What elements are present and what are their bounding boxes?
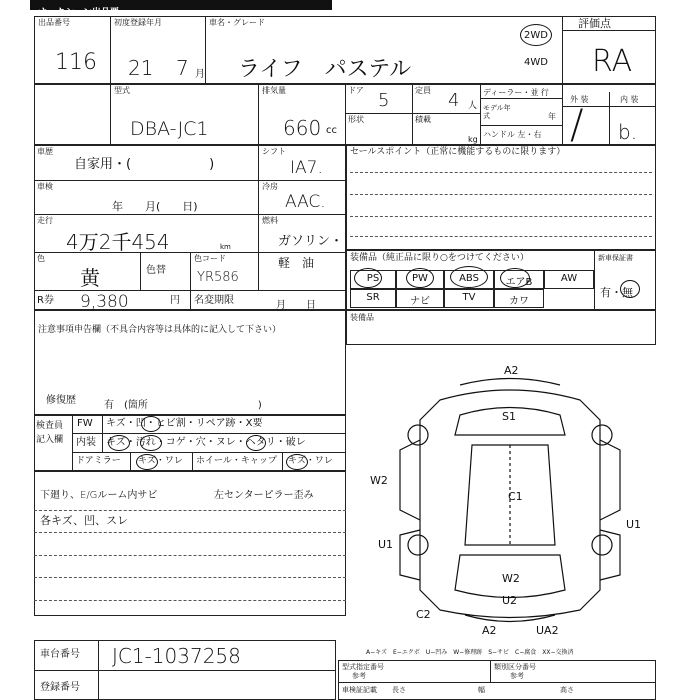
- mileage-label: 走行: [37, 216, 53, 225]
- note-line-2: 各キズ、凹、スレ: [40, 514, 129, 527]
- load-unit: kg: [468, 135, 478, 144]
- equip-item-pw: PW: [396, 270, 444, 289]
- model-year-label: モデル年式: [483, 104, 511, 120]
- mark-a2-rear: A2: [482, 624, 497, 637]
- equip-item-airbag: エアB: [494, 270, 544, 289]
- header-title: オークション出品票: [38, 8, 119, 18]
- legend: A−キズ E−エクボ U−凹み W−修理跡 S−サビ C−腐食 XX−交換済: [366, 649, 574, 656]
- fuel-extra: 軽 油: [278, 256, 315, 270]
- mark-w2-rear: W2: [502, 572, 520, 585]
- color-value: 黄: [80, 266, 100, 290]
- shape-label: 形状: [348, 115, 364, 124]
- score-label: 評価点: [578, 17, 611, 30]
- inspector-row1-body: キズ・凹・ヒビ割・リペア跡・X要: [106, 418, 263, 429]
- usage-value: 自家用・( ): [74, 157, 215, 172]
- equip-item-abs: ABS: [444, 270, 494, 289]
- ref-label-1: 参考: [352, 672, 366, 680]
- model-code-label: 型式指定番号: [342, 663, 384, 671]
- inspector-row3-d: キズ・ワレ: [288, 456, 333, 466]
- circle-mirror-scratch: [136, 454, 158, 470]
- cap-unit: 人: [468, 101, 478, 111]
- shift-value: IA7.: [290, 158, 323, 178]
- mark-u1-right: U1: [626, 518, 642, 531]
- ac-label: 冷房: [262, 182, 278, 191]
- repair-value: 有 (箇所 ): [104, 400, 262, 411]
- header-bar: [30, 0, 332, 18]
- load-label: 積載: [415, 115, 431, 124]
- interior-label: 内 装: [620, 95, 639, 104]
- inspector-label-2: 記入欄: [36, 435, 64, 445]
- circle-pw: [406, 268, 434, 288]
- score-value: RA: [592, 44, 633, 79]
- recycle-label: R券: [37, 295, 54, 306]
- equip-item-aw: AW: [544, 270, 594, 289]
- expiry-label: 名変期限: [194, 295, 234, 306]
- inspector-row3-b: キズ・ワレ: [138, 456, 183, 466]
- mark-c2: C2: [416, 608, 431, 621]
- notes-label: 注意事項申告欄（不具合内容等は具体的に記入して下さい）: [38, 325, 282, 335]
- exterior-label: 外 装: [570, 95, 589, 104]
- reg-label: 初度登録年月: [114, 18, 162, 27]
- shift-label: シフト: [262, 147, 286, 156]
- mileage-value: 4万2千454: [66, 230, 170, 254]
- month-unit: 月: [195, 69, 205, 80]
- interior-value: b.: [618, 120, 638, 144]
- expiry-value: 月 日: [276, 300, 316, 311]
- circle-ps: [354, 268, 382, 288]
- height-label: 高さ: [560, 686, 574, 694]
- reg-year: 21: [128, 56, 154, 80]
- selling-points-frame: [346, 145, 656, 250]
- inspector-row3-a: ドアミラー: [76, 456, 121, 466]
- door-value: 5: [378, 90, 390, 111]
- inspector-row1-head: FW: [77, 418, 93, 429]
- length-label: 長さ: [392, 686, 406, 694]
- circle-int-scratch: [108, 435, 130, 451]
- name-value: ライフ パステル: [238, 57, 412, 82]
- equip-item-tv: TV: [444, 289, 494, 308]
- selling-points-label: セールスポイント（正常に機能するものに限ります）: [350, 147, 566, 157]
- lot-label: 出品番号: [38, 18, 70, 27]
- drive-2wd: 2WD: [524, 30, 548, 41]
- circle-fw-dent: [141, 416, 161, 432]
- note-line-1b: 左センターピラー歪み: [214, 490, 314, 501]
- repair-label: 修復歴: [46, 395, 76, 406]
- chassis-label: 車台番号: [40, 649, 80, 660]
- ref-label-2: 参考: [510, 672, 524, 680]
- usage-label: 車歴: [37, 147, 53, 156]
- type-value: DBA-JC1: [130, 118, 209, 140]
- mileage-unit: km: [220, 243, 231, 251]
- equip-item-leather: カワ: [494, 289, 544, 308]
- width-label: 幅: [478, 686, 485, 694]
- mark-u1-left: U1: [378, 538, 394, 551]
- circle-nav-none: [620, 280, 640, 298]
- equip-item-sr: SR: [350, 289, 396, 308]
- mark-ua2: UA2: [536, 624, 559, 637]
- class-code-label: 類別区分番号: [494, 663, 536, 671]
- reg-info-label: 車検証記載: [342, 686, 377, 694]
- note-line-1: 下廻り、E/Gルーム内サビ: [40, 490, 158, 501]
- colorcode-value: YR586: [197, 270, 239, 285]
- inspector-label-1: 検査員: [36, 421, 64, 431]
- car-damage-diagram: [360, 360, 660, 640]
- inspector-row2-body: キズ・汚れ・コゲ・穴・ヌレ・ヘタリ・破レ: [106, 437, 306, 448]
- other-equipment-label: 装備品: [350, 313, 374, 322]
- circle-airbag: [500, 268, 530, 288]
- drive-4wd: 4WD: [524, 57, 548, 68]
- mark-c1: C1: [508, 490, 523, 503]
- type-label: 型式: [114, 86, 130, 95]
- inspector-row2-head: 内装: [76, 437, 96, 448]
- reg-month: 7: [176, 56, 189, 80]
- inspection-value: 年 月( 日): [112, 200, 198, 213]
- ac-value: AAC.: [285, 192, 326, 212]
- inspector-row3-c: ホイール・キャップ: [196, 456, 277, 466]
- door-label: ドア: [348, 86, 364, 95]
- equipment-label: 装備品（純正品に限り○をつけてください）: [350, 253, 529, 263]
- cap-value: 4: [448, 90, 460, 111]
- dealer-label: ディーラー・並 行: [483, 88, 549, 97]
- color-label: 色: [37, 254, 45, 263]
- circle-int-dirt: [140, 435, 162, 451]
- mark-w2-left: W2: [370, 474, 388, 487]
- circle-abs: [450, 266, 488, 288]
- disp-label: 排気量: [262, 86, 286, 95]
- chassis-value: JC1-1037258: [112, 644, 241, 668]
- exterior-value: /: [570, 102, 584, 148]
- equip-item-ps: PS: [350, 270, 396, 289]
- nav-label: 新車保証書: [598, 254, 633, 262]
- other-equipment-frame: [346, 310, 656, 345]
- equip-item-navi: ナビ: [396, 289, 444, 308]
- mark-s1: S1: [502, 410, 516, 423]
- nav-value: 有・無: [600, 286, 633, 299]
- fuel-label: 燃料: [262, 216, 278, 225]
- handle-label: ハンドル 左・右: [483, 130, 542, 139]
- fuel-value: ガソリン・: [278, 234, 344, 249]
- recycle-value: 9,380: [80, 292, 129, 312]
- colorcode-label: 色コード: [194, 254, 226, 263]
- inspection-label: 車検: [37, 182, 53, 191]
- lot-number: 116: [55, 50, 97, 75]
- disp-unit: cc: [326, 125, 337, 136]
- disp-value: 660: [283, 116, 322, 140]
- colorno-label: 色替: [146, 265, 166, 276]
- reg-no-label: 登録番号: [40, 682, 80, 693]
- cap-label: 定員: [415, 86, 431, 95]
- mark-u2-rear: U2: [502, 594, 518, 607]
- circle-wheel-scratch: [286, 454, 308, 470]
- recycle-unit: 円: [170, 295, 180, 306]
- circle-int-wet: [246, 435, 266, 451]
- mark-a2-front: A2: [504, 364, 519, 377]
- name-label: 車名・グレード: [209, 18, 265, 27]
- model-year-unit: 年: [548, 112, 556, 121]
